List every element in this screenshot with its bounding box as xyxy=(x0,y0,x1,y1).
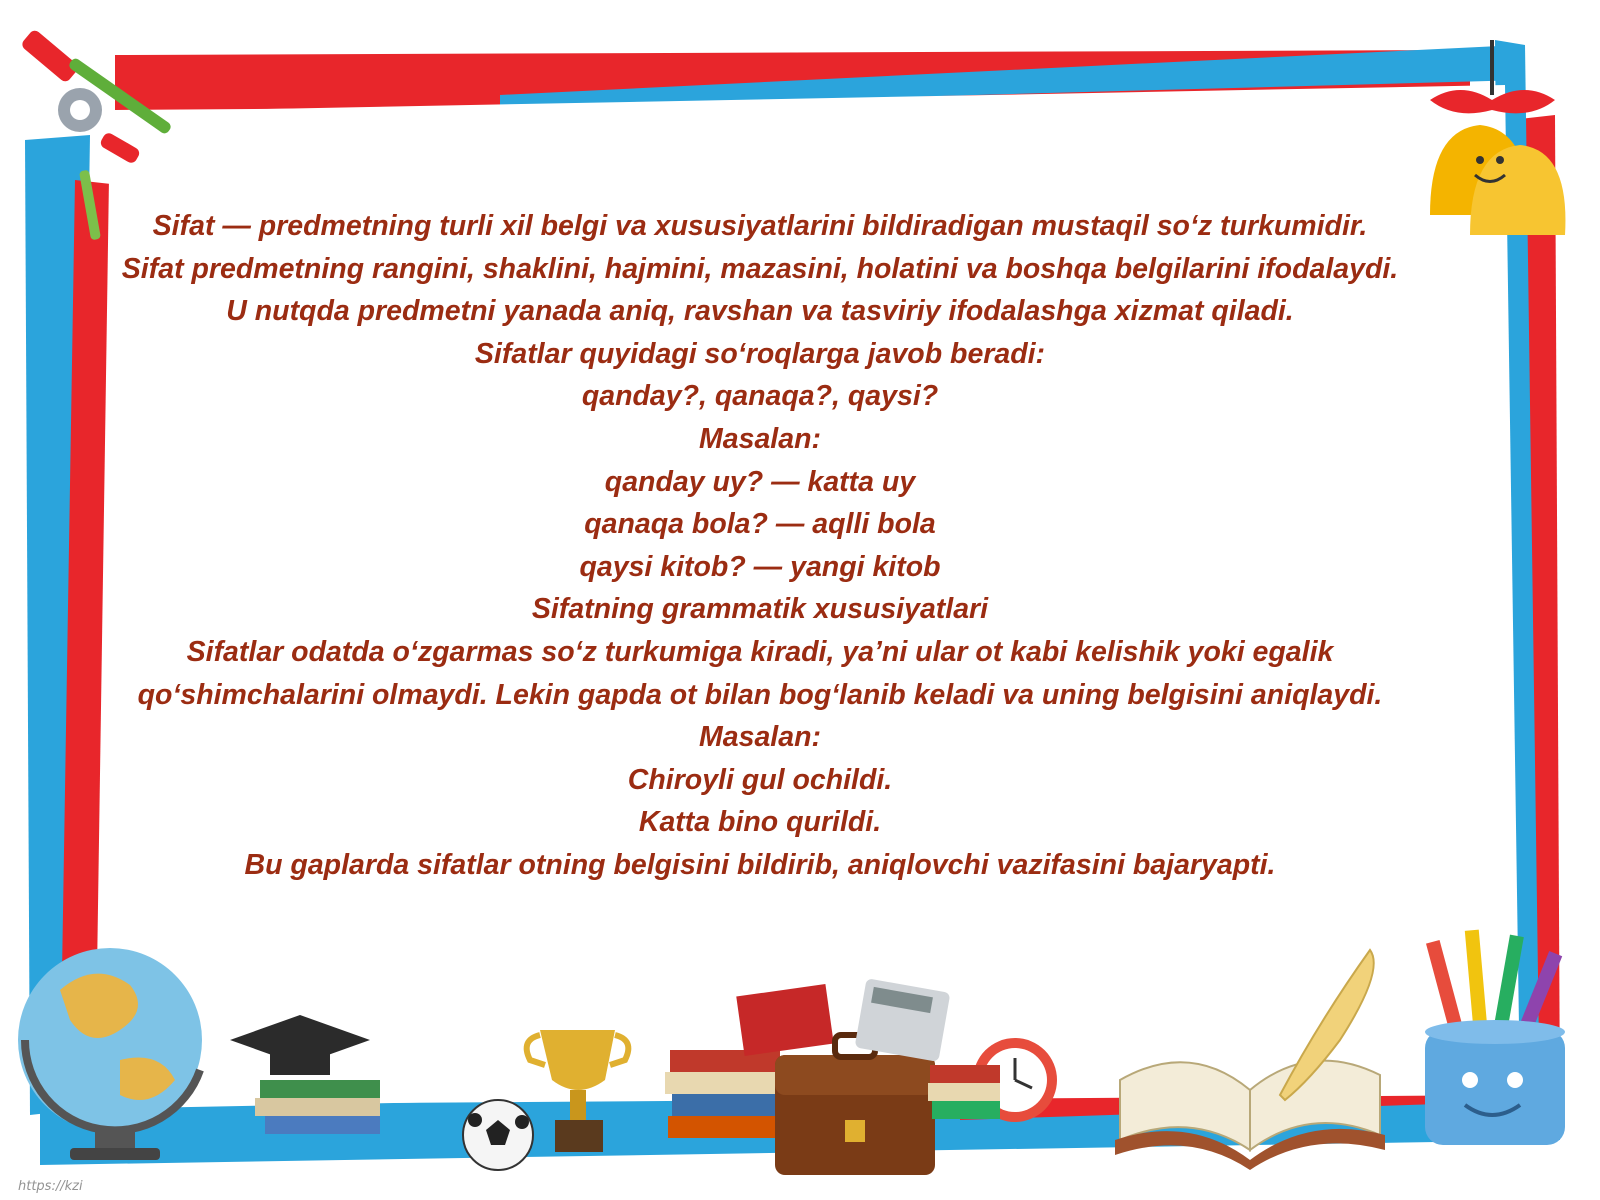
books-right-icon xyxy=(928,1065,1000,1119)
calculator-icon xyxy=(855,978,951,1062)
conclusion-line: Bu gaplarda sifatlar otning belgisini bildirib, aniqlovchi vazifasini bajaryapti. xyxy=(244,848,1276,881)
source-credit: https://kzi xyxy=(18,1179,83,1194)
question-words: qanday?, qanaqa?, qaysi? xyxy=(581,380,939,413)
definition-paragraph: Sifat — predmetning turli xil belgi va xususiyatlarini bildiradigan mustaqil so‘z turkumidir. Sifat predmetning rangini, shaklini, hajmini, mazasini, holatini va boshqa belgilarini ifodalaydi. U nutqda predmetni yanada aniq, ravshan va tasviriy ifodalashga xizmat qiladi. xyxy=(121,210,1399,328)
grammar-paragraph: Sifatlar odatda o‘zgarmas so‘z turkumiga kiradi, ya’ni ular ot kabi kelishik yoki egalik qo‘shimchalarini olmaydi. Lekin gapda ot bilan bog‘lanib keladi va uning belgisini aniqlaydi. xyxy=(137,635,1383,711)
section-heading: Sifatning grammatik xususiyatlari xyxy=(531,593,989,626)
soccer-ball-icon xyxy=(463,1100,533,1170)
example-sentence: Katta bino qurildi. xyxy=(638,806,882,839)
example-sentence: Chiroyli gul ochildi. xyxy=(627,763,893,796)
questions-intro: Sifatlar quyidagi so‘roqlarga javob beradi: xyxy=(474,337,1046,370)
example-label: Masalan: xyxy=(699,721,821,754)
example-line: qanday uy? — katta uy xyxy=(604,465,916,498)
example-line: qaysi kitob? — yangi kitob xyxy=(579,550,941,583)
slide-text xyxy=(120,205,1400,887)
example-line: qanaqa bola? — aqlli bola xyxy=(584,508,936,541)
example-label: Masalan: xyxy=(699,422,821,455)
